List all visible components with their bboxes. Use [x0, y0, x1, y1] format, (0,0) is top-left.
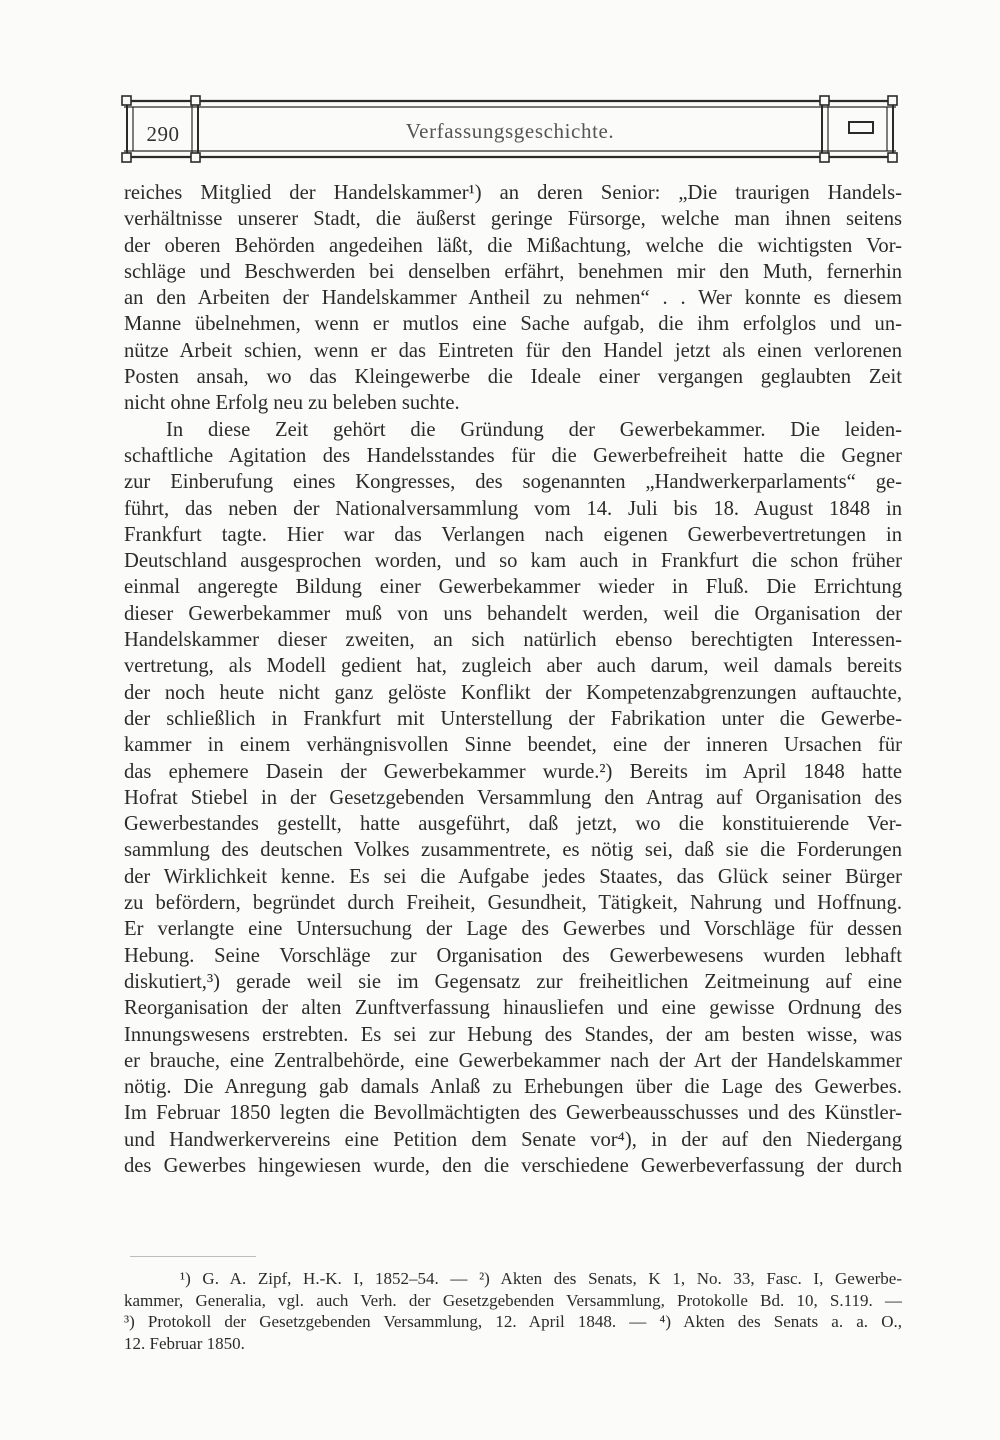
text-line: Posten ansah, wo das Kleingewerbe die Ideale einer vergangen geglaubten Zeit — [124, 366, 902, 389]
footnote-rule — [130, 1256, 256, 1257]
text-line: der Wirklichkeit kenne. Es sei die Aufgabe jedes Staates, das Glück seiner Bürger — [124, 865, 902, 888]
text-line: das ephemere Dasein der Gewerbekammer wurde.²) Bereits im April 1848 hatte — [124, 760, 902, 783]
text-line: und Handwerkervereins eine Petition dem Senate vor⁴), in der auf den Niedergang — [124, 1128, 902, 1151]
text-line: Im Februar 1850 legten die Bevollmächtigten des Gewerbeausschusses und des Künstler- — [124, 1102, 902, 1125]
text-line: Frankfurt tagte. Hier war das Verlangen nach eigenen Gewerbevertretungen in — [124, 523, 902, 546]
text-line: Reorganisation der alten Zunftverfassung hinausliefen und eine gewisse Ordnung des — [124, 997, 902, 1020]
footnotes — [124, 1268, 902, 1354]
text-line: der noch heute nicht ganz gelöste Konflikt der Kompetenzabgrenzungen auftauchte, — [124, 681, 902, 704]
text-line: Innungswesens erstrebten. Es sei zur Hebung des Standes, der am besten wisse, was — [124, 1023, 902, 1046]
text-line: Hebung. Seine Vorschläge zur Organisation des Gewerbewesens wurden lebhaft — [124, 944, 902, 967]
text-line: einmal angeregte Bildung einer Gewerbekammer wieder in Fluß. Die Errichtung — [124, 576, 902, 599]
text-line: Manne übelnehmen, wenn er mutlos eine Sache aufgab, die ihm erfolglos und un- — [124, 313, 902, 336]
text-line: Hofrat Stiebel in der Gesetzgebenden Versammlung den Antrag auf Organisation des — [124, 786, 902, 809]
footnote-line: kammer, Generalia, vgl. auch Verh. der Gesetzgebenden Versammlung, Protokolle Bd. 10, S.119. — — [124, 1290, 902, 1310]
footnote-line: 12. Februar 1850. — [124, 1333, 245, 1353]
text-line: Deutschland ausgesprochen worden, und so kam auch in Frankfurt die schon früher — [124, 550, 902, 573]
text-line: nicht ohne Erfolg neu zu beleben suchte. — [124, 392, 460, 415]
text-line: In diese Zeit gehört die Gründung der Gewerbekammer. Die leiden- — [166, 418, 902, 441]
text-line: der schließlich in Frankfurt mit Unterstellung der Fabrikation unter die Gewerbe- — [124, 707, 902, 730]
text-line: vertretung, als Modell gedient hat, zugleich aber auch darum, weil damals bereits — [124, 655, 902, 678]
text-line: führt, das neben der Nationalversammlung vom 14. Juli bis 18. August 1848 in — [124, 497, 902, 520]
text-line: reiches Mitglied der Handelskammer¹) an deren Senior: „Die traurigen Handels- — [124, 182, 902, 204]
text-line: dieser Gewerbekammer muß von uns behandelt werden, weil die Organisation der — [124, 602, 902, 625]
running-title: Verfassungsgeschichte. — [405, 119, 615, 143]
text-line: zur Einberufung eines Kongresses, des sogenannten „Handwerkerparlaments“ ge- — [124, 471, 902, 494]
text-line: er brauche, eine Zentralbehörde, eine Gewerbekammer nach der Art der Handelskammer — [124, 1049, 902, 1072]
text-line: schaftliche Agitation des Handelsstandes für die Gewerbefreiheit hatte die Gegner — [124, 444, 902, 467]
footnote-line: ¹) G. A. Zipf, H.-K. I, 1852–54. — ²) Akten des Senats, K 1, No. 33, Fasc. I, Gewerbe- — [180, 1269, 902, 1288]
text-line: Gewerbestandes gestellt, hatte ausgeführt, daß jetzt, wo die konstituierende Ver- — [124, 813, 902, 836]
text-line: zu befördern, begründet durch Freiheit, Gesundheit, Tätigkeit, Nahrung und Hoffnung. — [124, 892, 902, 915]
footnote-line: ³) Protokoll der Gesetzgebenden Versammlung, 12. April 1848. — ⁴) Akten des Senats a. a. O., — [124, 1312, 902, 1332]
text-line: kammer in einem verhängnisvollen Sinne beendet, eine der inneren Ursachen für — [124, 734, 902, 757]
text-line: sammlung des deutschen Volkes zusammentrete, es nötig sei, daß sie die Forderungen — [124, 839, 902, 862]
text-line: nötig. Die Anregung gab damals Anlaß zu Erhebungen über die Lage des Gewerbes. — [124, 1076, 902, 1099]
text-line: nütze Arbeit schien, wenn er das Eintreten für den Handel jetzt als einen verlorenen — [124, 339, 902, 362]
running-header — [0, 0, 1000, 170]
text-line: verhältnisse unserer Stadt, die äußerst geringe Fürsorge, welche man ihnen seitens — [124, 208, 902, 231]
text-line: des Gewerbes hingewiesen wurde, den die verschiedene Gewerbeverfassung der durch — [124, 1154, 902, 1177]
page-number: 290 — [146, 122, 180, 146]
text-line: Handelskammer dieser zweiten, an sich natürlich ebenso berechtigten Interessen- — [124, 629, 902, 652]
text-line: der oberen Behörden angedeihen läßt, die Mißachtung, welche die wichtigsten Vor- — [124, 234, 902, 257]
body-text — [124, 180, 902, 1179]
text-line: diskutiert,³) gerade weil sie im Gegensatz zur freiheitlichen Zeitmeinung auf eine — [124, 970, 902, 993]
text-line: an den Arbeiten der Handelskammer Antheil zu nehmen“ . . Wer konnte es diesem — [124, 287, 902, 310]
text-line: schläge und Beschwerden bei denselben erfährt, benehmen mir den Muth, fernerhin — [124, 260, 902, 283]
text-line: Er verlangte eine Untersuchung der Lage des Gewerbes und Vorschläge für dessen — [124, 918, 902, 941]
